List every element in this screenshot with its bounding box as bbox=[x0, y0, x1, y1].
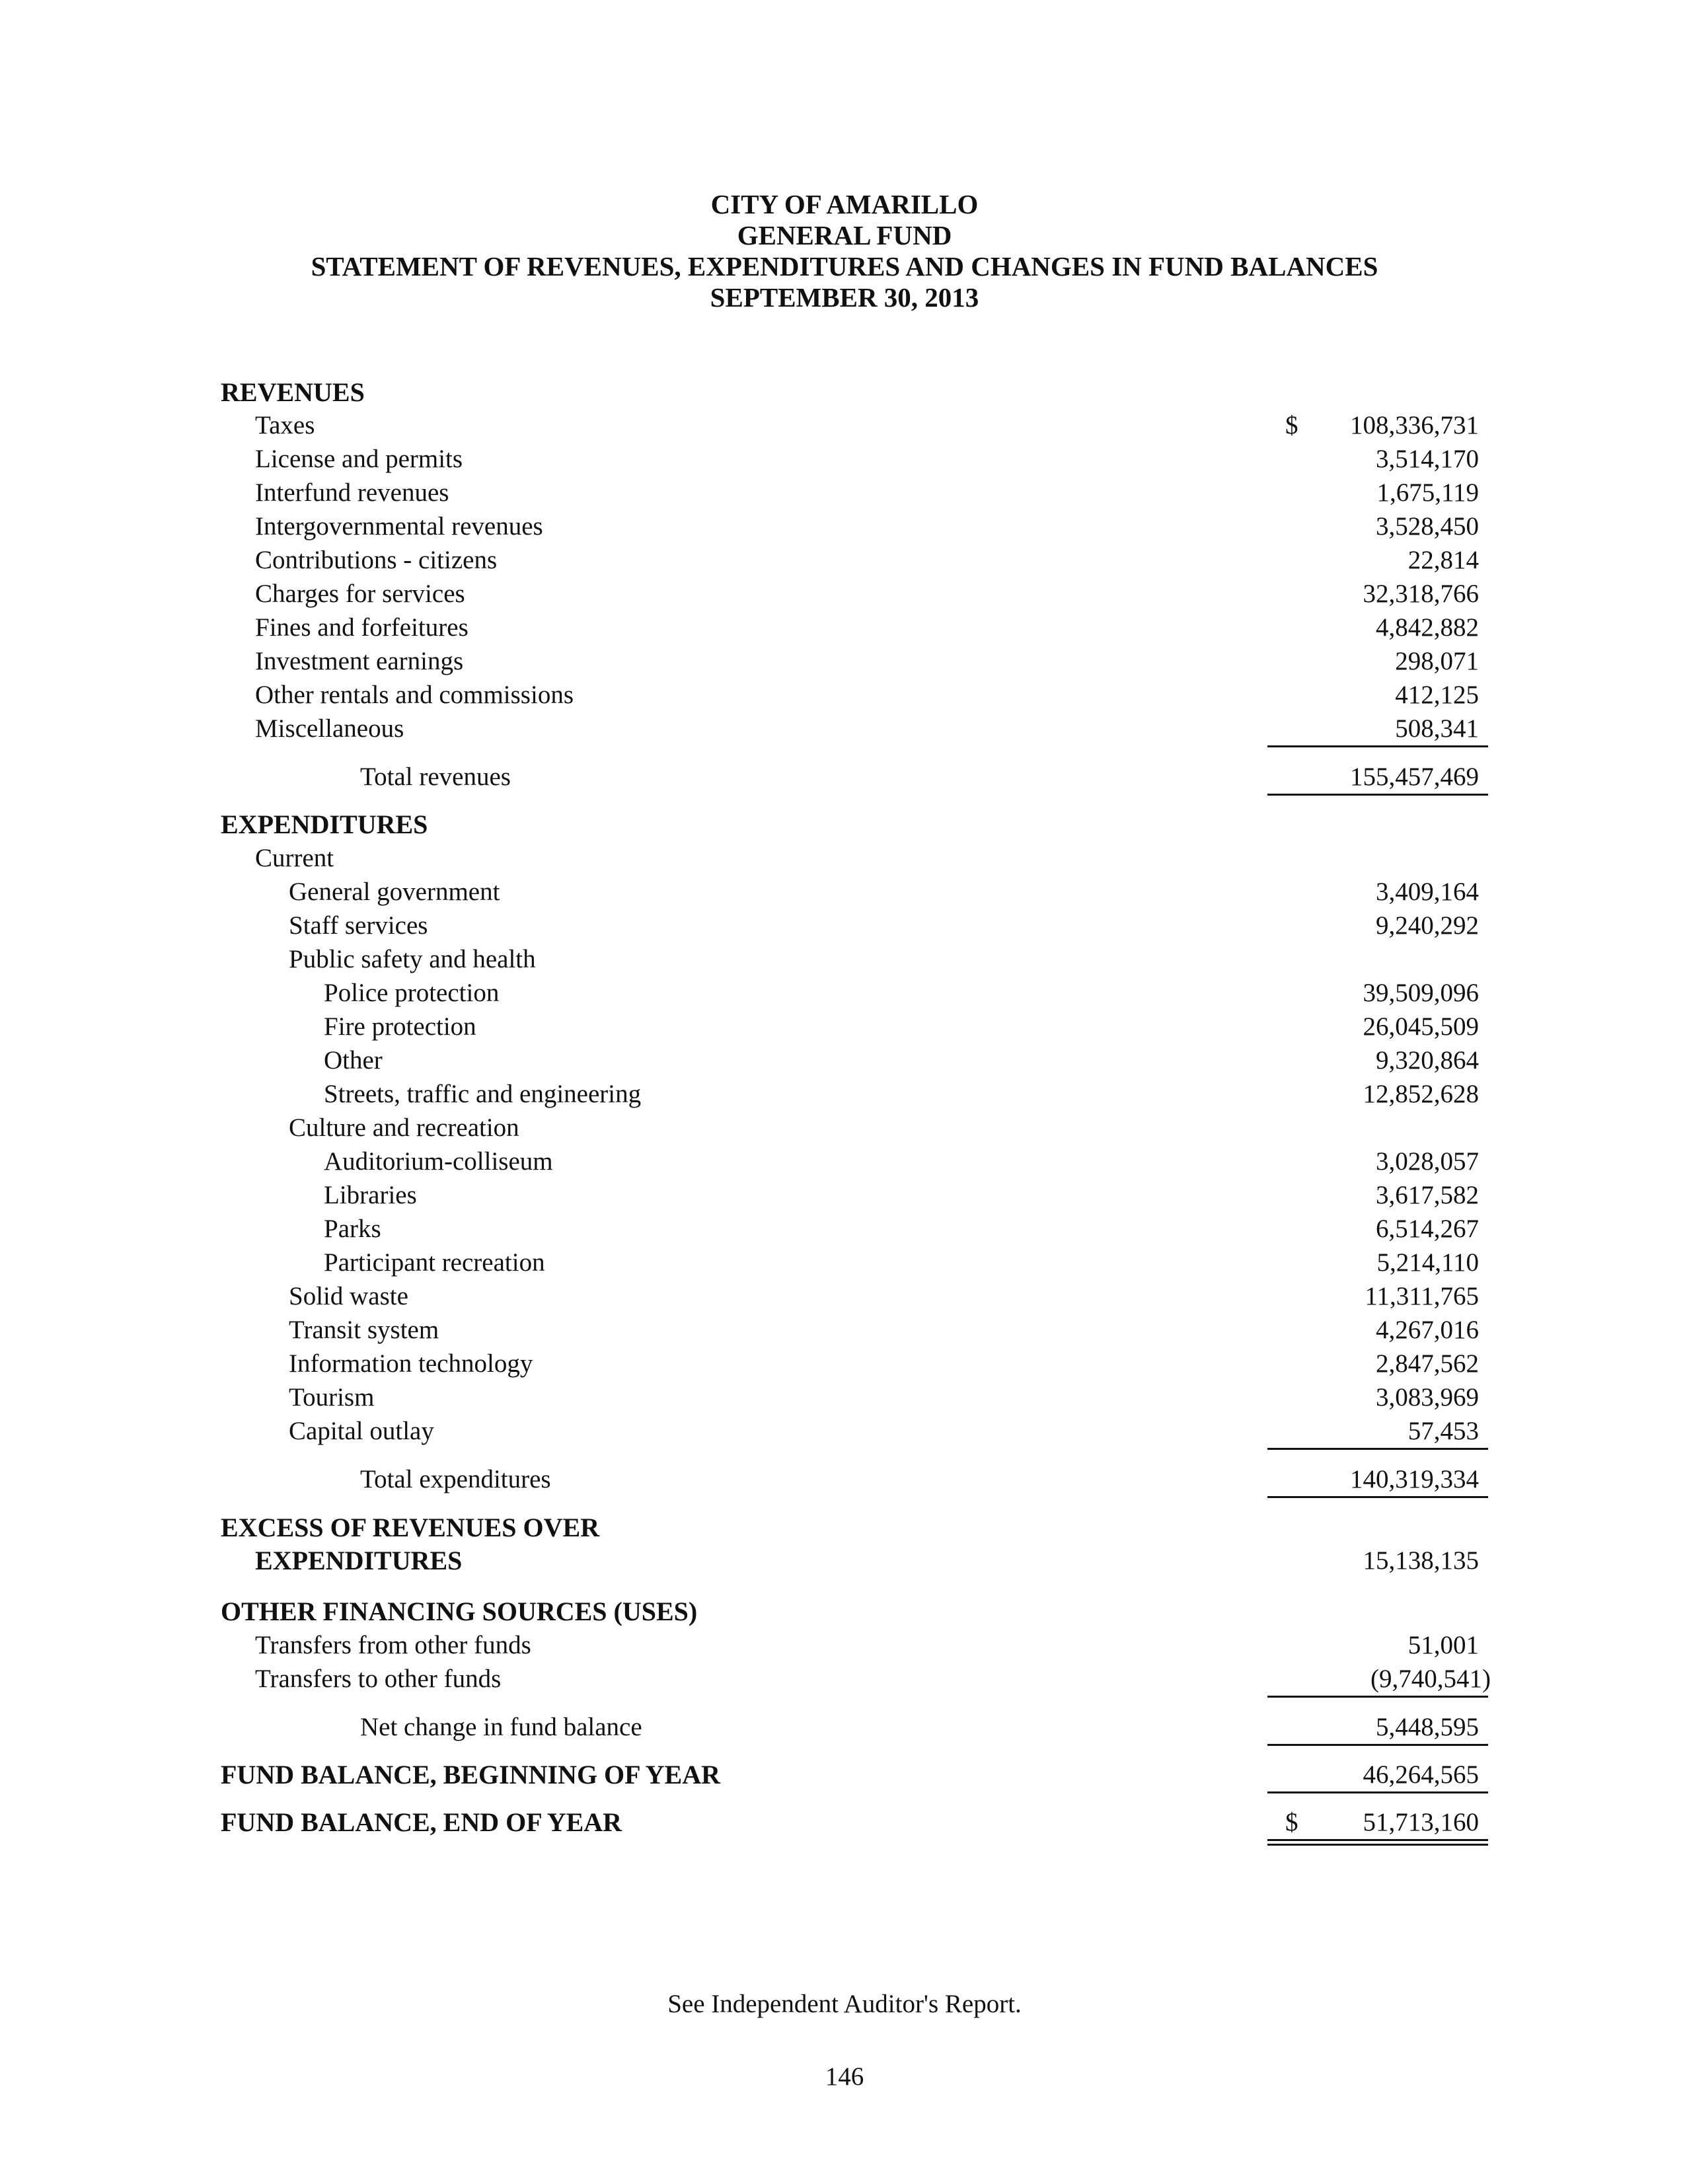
expenditure-amount: 9,320,864 bbox=[1376, 1046, 1479, 1074]
expenditure-row bbox=[0, 1145, 1689, 1178]
revenues-heading-row bbox=[0, 375, 1689, 409]
expenditure-row bbox=[0, 1077, 1689, 1111]
expenditure-label: Auditorium-colliseum bbox=[324, 1147, 553, 1176]
fund-balance-beginning-amount: 46,264,565 bbox=[1363, 1760, 1479, 1789]
subtotal-rule bbox=[1267, 1791, 1488, 1793]
revenue-amount: 3,528,450 bbox=[1376, 512, 1479, 541]
expenditure-row bbox=[0, 909, 1689, 942]
revenue-label: Miscellaneous bbox=[255, 714, 404, 743]
culture-row bbox=[0, 1111, 1689, 1145]
total-revenues-row bbox=[0, 760, 1689, 794]
expenditure-label: Police protection bbox=[324, 979, 500, 1007]
current-row bbox=[0, 841, 1689, 875]
total-expenditures-row bbox=[0, 1462, 1689, 1496]
expenditure-row bbox=[0, 1279, 1689, 1313]
double-rule-bottom bbox=[1267, 1844, 1488, 1846]
revenue-amount: 4,842,882 bbox=[1376, 613, 1479, 642]
expenditures-heading-row bbox=[0, 808, 1689, 841]
expenditure-label: Solid waste bbox=[289, 1282, 408, 1310]
expenditure-amount: 3,409,164 bbox=[1376, 878, 1479, 906]
revenue-amount: 32,318,766 bbox=[1363, 580, 1479, 608]
expenditure-row bbox=[0, 1010, 1689, 1043]
net-change-label: Net change in fund balance bbox=[360, 1713, 642, 1741]
dollar-sign: $ bbox=[1285, 1808, 1298, 1836]
transfer-amount: 51,001 bbox=[1408, 1631, 1479, 1659]
revenues-heading: REVENUES bbox=[221, 377, 365, 407]
excess-heading: EXCESS OF REVENUES OVER bbox=[221, 1513, 600, 1542]
expenditure-row bbox=[0, 1212, 1689, 1246]
excess-amount: 15,138,135 bbox=[1363, 1546, 1479, 1575]
transfer-label: Transfers from other funds bbox=[255, 1631, 531, 1659]
expenditure-label: Fire protection bbox=[324, 1012, 476, 1041]
fund-balance-end-amount: 51,713,160 bbox=[1363, 1808, 1479, 1836]
subtotal-rule bbox=[1267, 745, 1488, 747]
expenditure-row bbox=[0, 1246, 1689, 1279]
expenditure-amount: 12,852,628 bbox=[1363, 1080, 1479, 1108]
revenue-label: Taxes bbox=[255, 411, 315, 439]
public-safety-row bbox=[0, 942, 1689, 976]
expenditure-label: Tourism bbox=[289, 1383, 375, 1412]
current-label: Current bbox=[255, 844, 334, 872]
auditor-note: See Independent Auditor's Report. bbox=[667, 1990, 1022, 2018]
expenditure-label: Transit system bbox=[289, 1316, 439, 1344]
public-safety-label: Public safety and health bbox=[289, 945, 536, 973]
expenditure-amount: 6,514,267 bbox=[1376, 1215, 1479, 1243]
revenue-row bbox=[0, 476, 1689, 509]
revenue-label: Charges for services bbox=[255, 580, 465, 608]
expenditure-row bbox=[0, 1380, 1689, 1414]
total-revenues-amount: 155,457,469 bbox=[1350, 763, 1479, 791]
revenue-label: Interfund revenues bbox=[255, 478, 449, 507]
expenditure-row bbox=[0, 1313, 1689, 1347]
expenditure-amount: 3,617,582 bbox=[1376, 1181, 1479, 1209]
revenue-amount: 1,675,119 bbox=[1376, 478, 1479, 507]
excess-heading-row bbox=[0, 1511, 1689, 1544]
excess-label: EXPENDITURES bbox=[255, 1546, 463, 1575]
revenue-amount: 298,071 bbox=[1395, 647, 1479, 675]
culture-label: Culture and recreation bbox=[289, 1113, 519, 1142]
revenue-row bbox=[0, 644, 1689, 678]
revenue-label: License and permits bbox=[255, 445, 463, 473]
total-expenditures-amount: 140,319,334 bbox=[1350, 1465, 1479, 1493]
subtotal-rule bbox=[1267, 1448, 1488, 1450]
expenditure-label: Parks bbox=[324, 1215, 381, 1243]
revenue-row bbox=[0, 611, 1689, 644]
revenue-row bbox=[0, 712, 1689, 745]
expenditure-row bbox=[0, 1178, 1689, 1212]
expenditure-label: Participant recreation bbox=[324, 1248, 545, 1277]
expenditure-row bbox=[0, 1043, 1689, 1077]
expenditure-label: Capital outlay bbox=[289, 1417, 434, 1445]
fund-name: GENERAL FUND bbox=[737, 220, 952, 250]
revenue-amount: 412,125 bbox=[1395, 681, 1479, 709]
revenue-row bbox=[0, 442, 1689, 476]
revenue-row bbox=[0, 509, 1689, 543]
revenue-row bbox=[0, 577, 1689, 611]
expenditure-amount: 3,083,969 bbox=[1376, 1383, 1479, 1412]
dollar-sign: $ bbox=[1285, 411, 1298, 439]
total-revenues-label: Total revenues bbox=[360, 763, 511, 791]
revenue-amount: 22,814 bbox=[1408, 546, 1479, 574]
subtotal-rule bbox=[1267, 1696, 1488, 1698]
page-number: 146 bbox=[825, 2062, 864, 2091]
revenue-label: Other rentals and commissions bbox=[255, 681, 574, 709]
expenditure-row bbox=[0, 976, 1689, 1010]
expenditure-amount: 4,267,016 bbox=[1376, 1316, 1479, 1344]
total-rule bbox=[1267, 1496, 1488, 1498]
expenditure-amount: 26,045,509 bbox=[1363, 1012, 1479, 1041]
expenditures-heading: EXPENDITURES bbox=[221, 810, 428, 839]
net-change-amount: 5,448,595 bbox=[1376, 1713, 1479, 1741]
expenditure-row bbox=[0, 1414, 1689, 1448]
double-rule-top bbox=[1267, 1839, 1488, 1841]
transfer-label: Transfers to other funds bbox=[255, 1665, 502, 1693]
revenue-label: Contributions - citizens bbox=[255, 546, 498, 574]
revenue-amount: 108,336,731 bbox=[1350, 411, 1479, 439]
expenditure-row bbox=[0, 875, 1689, 909]
revenue-amount: 3,514,170 bbox=[1376, 445, 1479, 473]
expenditure-label: Streets, traffic and engineering bbox=[324, 1080, 642, 1108]
expenditure-label: Staff services bbox=[289, 911, 428, 940]
statement-date: SEPTEMBER 30, 2013 bbox=[710, 282, 979, 313]
expenditure-amount: 2,847,562 bbox=[1376, 1349, 1479, 1378]
transfer-row bbox=[0, 1628, 1689, 1662]
transfer-row bbox=[0, 1662, 1689, 1696]
other-financing-heading: OTHER FINANCING SOURCES (USES) bbox=[221, 1597, 698, 1626]
expenditure-label: Other bbox=[324, 1046, 383, 1074]
statement-header bbox=[0, 189, 1689, 313]
fund-balance-end-label: FUND BALANCE, END OF YEAR bbox=[221, 1807, 622, 1837]
expenditure-label: Information technology bbox=[289, 1349, 533, 1378]
expenditure-amount: 39,509,096 bbox=[1363, 979, 1479, 1007]
fund-balance-beginning-label: FUND BALANCE, BEGINNING OF YEAR bbox=[221, 1760, 720, 1789]
revenue-row bbox=[0, 408, 1689, 442]
total-rule bbox=[1267, 794, 1488, 796]
expenditure-amount: 3,028,057 bbox=[1376, 1147, 1479, 1176]
revenue-label: Investment earnings bbox=[255, 647, 464, 675]
revenue-amount: 508,341 bbox=[1395, 714, 1479, 743]
revenue-label: Fines and forfeitures bbox=[255, 613, 469, 642]
expenditure-amount: 9,240,292 bbox=[1376, 911, 1479, 940]
transfer-amount: (9,740,541) bbox=[1370, 1665, 1491, 1693]
expenditure-row bbox=[0, 1347, 1689, 1380]
total-expenditures-label: Total expenditures bbox=[360, 1465, 551, 1493]
revenue-row bbox=[0, 543, 1689, 577]
expenditure-label: Libraries bbox=[324, 1181, 417, 1209]
revenue-label: Intergovernmental revenues bbox=[255, 512, 543, 541]
expenditure-amount: 5,214,110 bbox=[1376, 1248, 1479, 1277]
revenue-row bbox=[0, 678, 1689, 712]
statement-title: STATEMENT OF REVENUES, EXPENDITURES AND CHANGES IN FUND BALANCES bbox=[311, 251, 1378, 282]
expenditure-label: General government bbox=[289, 878, 500, 906]
expenditure-amount: 11,311,765 bbox=[1365, 1282, 1479, 1310]
expenditure-amount: 57,453 bbox=[1408, 1417, 1479, 1445]
total-rule bbox=[1267, 1744, 1488, 1746]
excess-row bbox=[0, 1544, 1689, 1577]
fund-balance-end-row bbox=[0, 1805, 1689, 1839]
other-financing-heading-row bbox=[0, 1595, 1689, 1628]
net-change-row bbox=[0, 1710, 1689, 1744]
fund-balance-beginning-row bbox=[0, 1758, 1689, 1791]
entity-name: CITY OF AMARILLO bbox=[710, 189, 979, 219]
